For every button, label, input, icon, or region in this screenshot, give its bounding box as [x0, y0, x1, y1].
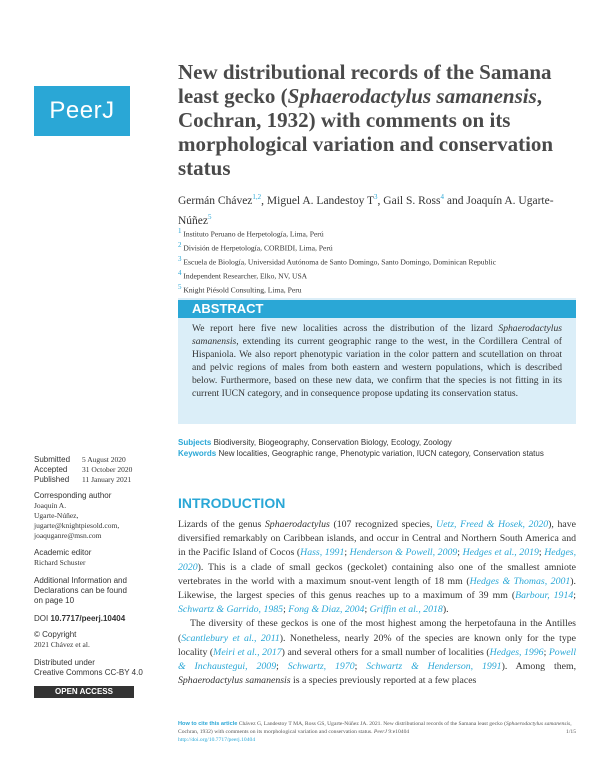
text-run: ). Likewise, the largest species of this genus reaches up to a maximum of 39 mm (: [178, 575, 576, 602]
author-affiliation-mark: 1,2: [252, 193, 262, 201]
author-name: Germán Chávez: [178, 194, 253, 207]
text-run: (107 recognized species,: [329, 519, 437, 530]
editor-block: Academic editor Richard Schuster: [34, 548, 92, 567]
citation-link[interactable]: Meiri et al., 2017: [213, 646, 282, 658]
article-title: New distributional records of the Samana least gecko (Sphaerodactylus samanensis, Cochran, 1932) with comments on its morphological variation and conservation status: [178, 60, 554, 180]
text-run: ).: [442, 604, 449, 616]
affiliation-number: 2: [178, 241, 182, 250]
affiliation-text: Knight Piésold Consulting, Lima, Peru: [181, 285, 302, 295]
open-access-badge: OPEN ACCESS: [34, 686, 134, 698]
text-run: ;: [364, 604, 370, 616]
abstract-heading: ABSTRACT: [178, 300, 576, 318]
author-affiliation-mark: 3: [374, 193, 378, 201]
text-run: ;: [538, 547, 545, 559]
text-run: ) and several others for a small number of localities (: [281, 646, 490, 658]
paragraph: [178, 617, 576, 688]
text-run: ). This is a clade of small geckos (geckolet) containing also one of the smallest amniote vertebrates in the world with a maximum snout-vent length of 18 mm (: [178, 561, 576, 587]
citation-link[interactable]: Hedges & Thomas, 2001: [469, 575, 571, 587]
affiliation-number: 5: [178, 283, 182, 292]
citation-link[interactable]: Hedges, 1996: [489, 646, 544, 658]
affiliation-item: [178, 254, 578, 268]
keywords-line: Keywords New localities, Geographic range, Phenotypic variation, IUCN category, Conservation status: [178, 449, 544, 458]
introduction-body: [178, 518, 576, 688]
abstract-text: We report here five new localities across the distribution of the lizard Sphaerodactylus samanensis, extending its current geographic range to the west, in the Cordillera Central of Hispaniola. We also report phenotypic variation in the color pattern and scutellation on throat and pelvic regions of males from both eastern and western populations, which is described below. Furthermore, based on these new data, we confirm that the species is not fitting in its current IUCN category, and in consequence propose updating its conservation status.: [192, 323, 562, 399]
affiliation-number: 4: [178, 269, 182, 278]
author-separator: ,: [377, 194, 384, 207]
copyright-icon: ©: [34, 630, 40, 639]
author-affiliation-mark: 5: [208, 212, 212, 221]
email-link[interactable]: jugarte@knightpiesold.com,: [34, 521, 120, 530]
text-run: The diversity of these geckos is one of the most highest among the herpetofauna in the Antilles (: [178, 618, 576, 644]
affiliation-text: Escuela de Biología, Universidad Autónoma de Santo Domingo, Santo Domingo, Dominican Republic: [181, 257, 496, 267]
text-run: ;: [283, 604, 289, 616]
peerj-logo: PeerJ: [34, 86, 130, 136]
affiliation-list: [178, 226, 578, 296]
affiliation-item: [178, 268, 578, 282]
introduction-heading: INTRODUCTION: [178, 495, 286, 511]
citation-link[interactable]: Fong & Diaz, 2004: [288, 604, 365, 616]
citation-link[interactable]: Schwartz, 1970: [287, 661, 355, 673]
author-separator: and: [443, 194, 467, 207]
text-run: ), have diversified remarkably on Caribbean islands, and occur in Central and Northern South America and in the Pacific Island of Cocos (: [178, 519, 576, 559]
taxon-name: Sphaerodactylus samanensis: [178, 675, 291, 687]
additional-info: Additional Information and Declarations can be found on page 10: [34, 576, 127, 605]
paragraph: [178, 518, 576, 617]
affiliation-text: Instituto Peruano de Herpetología, Lima, Perú: [181, 229, 324, 239]
text-run: ;: [573, 590, 576, 602]
affiliation-number: 3: [178, 255, 182, 264]
affiliation-text: Independent Researcher, Elko, NV, USA: [181, 271, 308, 281]
doi-url-link[interactable]: http://doi.org/10.7717/peerj.10404: [178, 737, 256, 743]
subjects-line: Subjects Biodiversity, Biogeography, Conservation Biology, Ecology, Zoology: [178, 438, 452, 447]
citation-link[interactable]: Schwartz & Garrido, 1985: [178, 604, 284, 616]
email-link[interactable]: joaquganre@msn.com: [34, 531, 102, 540]
text-run: ). Among them,: [501, 661, 577, 673]
author-list: [178, 189, 578, 229]
affiliation-number: 1: [178, 227, 182, 235]
affiliation-text: División de Herpetología, CORBIDI, Lima, Perú: [181, 243, 333, 253]
doi-link[interactable]: 10.7717/peerj.10404: [50, 614, 126, 623]
text-run: ;: [276, 661, 288, 673]
author-name: Gail S. Ross: [383, 194, 441, 207]
author-name: Joaquín A. Ugarte-Núñez: [178, 194, 554, 227]
text-run: ;: [344, 547, 350, 559]
affiliation-item: [178, 226, 578, 240]
citation-link[interactable]: Hedges et al., 2019: [462, 547, 539, 559]
affiliation-item: [178, 240, 578, 254]
dates-block: Submitted 5 August 2020 Accepted 31 October 2020 Published 11 January 2021: [34, 455, 133, 484]
citation-link[interactable]: Barbour, 1914: [515, 590, 574, 602]
citation-link[interactable]: Hedges, 2020: [178, 547, 577, 573]
citation-link[interactable]: Uetz, Freed & Hosek, 2020: [436, 519, 549, 530]
license-link[interactable]: Creative Commons CC-BY 4.0: [34, 668, 143, 677]
taxon-name: Sphaerodactylus: [264, 519, 330, 530]
text-run: Lizards of the genus: [178, 519, 265, 530]
text-run: ;: [354, 661, 367, 673]
copyright-block: © Copyright 2021 Chávez et al.: [34, 630, 90, 649]
text-run: is a species previously reported at a few places: [290, 675, 477, 687]
author-name: Miguel A. Landestoy T: [266, 194, 375, 207]
subjects-keywords: [178, 437, 578, 459]
citation-footer: How to cite this article Chávez G, Landestoy T MA, Ross GS, Ugarte-Núñez JA. 2021. New distributional records of the Samana least gecko (Sphaerodactylus samanensis, Cochran, 1932) with comments on its morphological variation and conservation status. PeerJ 9:e10404 1/15 http://doi.org/10.7717/peerj.10404: [178, 721, 576, 743]
author-separator: ,: [261, 194, 267, 207]
text-run: ;: [457, 547, 463, 559]
license-block: Distributed under Creative Commons CC-BY 4.0: [34, 658, 164, 678]
author-affiliation-mark: 4: [440, 193, 444, 201]
corresponding-author-block: Corresponding author Joaquín A. Ugarte-Núñez, jugarte@knightpiesold.com, joaquganre@msn.com: [34, 491, 164, 541]
text-run: ). Nonetheless, nearly 20% of the species are known only for the type locality (: [178, 632, 576, 658]
doi-block: DOI 10.7717/peerj.10404: [34, 614, 126, 623]
citation-link[interactable]: Schwartz & Henderson, 1991: [366, 661, 502, 673]
affiliation-item: [178, 282, 578, 296]
text-run: ;: [543, 646, 549, 658]
page-number: 1/15: [566, 729, 576, 735]
citation-link[interactable]: Henderson & Powell, 2009: [349, 547, 458, 559]
citation-link[interactable]: Powell & Inchaustegui, 2009: [178, 646, 577, 673]
citation-link[interactable]: Hass, 1991: [300, 547, 345, 559]
citation-link[interactable]: Griffin et al., 2018: [369, 604, 443, 616]
citation-link[interactable]: Scantlebury et al., 2011: [181, 632, 280, 644]
